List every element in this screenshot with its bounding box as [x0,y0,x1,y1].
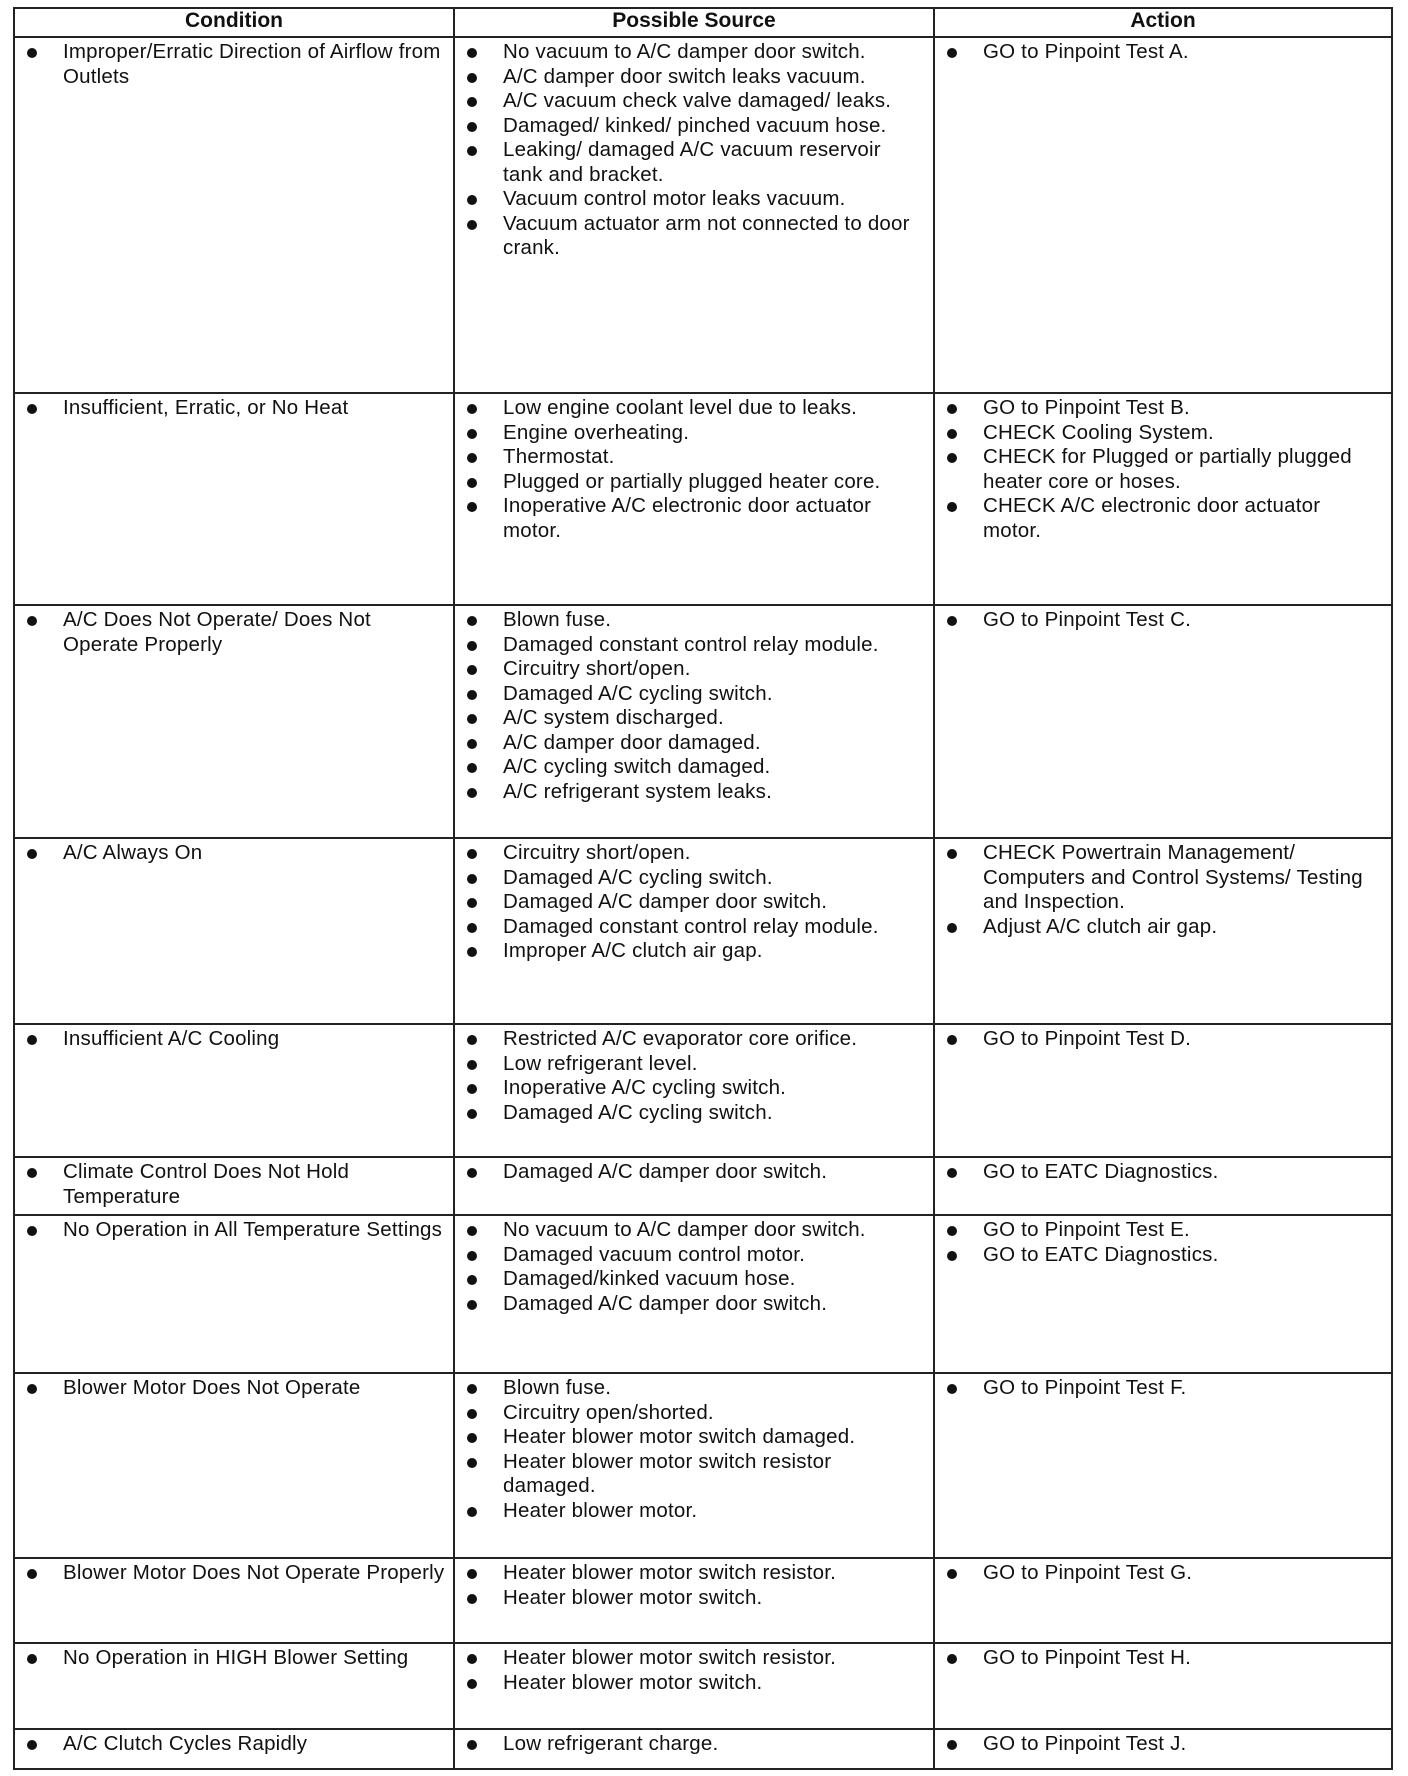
condition-item [23,1732,445,1757]
bullet-icon [467,690,477,700]
condition-item [23,396,445,421]
action-item [943,608,1383,633]
action-item [943,1561,1383,1586]
source-item [463,866,925,891]
source-item-text: Heater blower motor switch resistor. [503,1646,837,1669]
source-item [463,1376,925,1401]
source-list [463,608,925,804]
condition-cell [14,1373,454,1558]
condition-text: A/C Always On [63,841,203,864]
source-item-text: Improper A/C clutch air gap. [503,939,763,962]
bullet-icon [467,146,477,156]
source-item-text: No vacuum to A/C damper door switch. [503,1218,866,1241]
condition-list [23,396,445,421]
source-item [463,1499,925,1524]
table-row [14,838,1392,1024]
action-cell [934,605,1392,838]
action-list [943,1732,1383,1757]
bullet-icon [467,1458,477,1468]
source-list [463,1218,925,1316]
header-action: Action [934,8,1392,37]
source-item-text: Heater blower motor switch damaged. [503,1425,856,1448]
action-item [943,1646,1383,1671]
action-item [943,915,1383,940]
source-cell [454,1024,934,1157]
condition-text: Blower Motor Does Not Operate [63,1376,361,1399]
bullet-icon [467,898,477,908]
source-cell [454,1558,934,1643]
condition-cell [14,1024,454,1157]
source-list [463,1561,925,1610]
action-item [943,841,1383,915]
bullet-icon [467,1384,477,1394]
condition-cell [14,393,454,605]
source-list [463,1646,925,1695]
source-item-text: Restricted A/C evaporator core orifice. [503,1027,858,1050]
action-item-text: GO to Pinpoint Test H. [983,1646,1191,1669]
table-body [14,37,1392,1769]
source-item-text: Damaged A/C damper door switch. [503,1291,828,1315]
bullet-icon [27,1740,37,1750]
bullet-icon [947,923,957,933]
source-item [463,65,925,90]
source-item [463,755,925,780]
bullet-icon [947,1740,957,1750]
bullet-icon [27,1384,37,1394]
source-item-text: Heater blower motor. [503,1498,698,1522]
condition-cell [14,605,454,838]
source-item [463,1425,925,1450]
condition-text: A/C Clutch Cycles Rapidly [63,1732,308,1755]
action-item [943,40,1383,65]
condition-cell [14,1729,454,1769]
bullet-icon [947,616,957,626]
table-row [14,1373,1392,1558]
source-item-text: Plugged or partially plugged heater core. [503,469,881,493]
source-item [463,421,925,446]
source-list [463,841,925,964]
bullet-icon [27,1569,37,1579]
condition-item [23,1160,445,1209]
condition-list [23,1646,445,1671]
bullet-icon [467,220,477,230]
source-item [463,445,925,470]
bullet-icon [467,1251,477,1261]
action-cell [934,1558,1392,1643]
source-item-text: Heater blower motor switch. [503,1585,763,1609]
action-item-text: GO to Pinpoint Test E. [983,1218,1190,1241]
source-item-text: Damaged A/C cycling switch. [503,681,773,705]
action-item-text: GO to Pinpoint Test A. [983,40,1189,63]
bullet-icon [467,1679,477,1689]
bullet-icon [27,1654,37,1664]
source-item [463,841,925,866]
condition-cell [14,1643,454,1729]
source-item-text: Damaged A/C damper door switch. [503,1160,828,1183]
source-item-text: Inoperative A/C cycling switch. [503,1076,787,1099]
action-list [943,1646,1383,1671]
condition-list [23,1027,445,1052]
action-item [943,1218,1383,1243]
action-list [943,396,1383,543]
bullet-icon [467,429,477,439]
action-item-text: GO to Pinpoint Test B. [983,396,1190,419]
source-cell [454,37,934,393]
condition-text: Insufficient, Erratic, or No Heat [63,396,349,419]
bullet-icon [467,1569,477,1579]
bullet-icon [467,1654,477,1664]
source-item-text: Damaged constant control relay module. [503,914,879,938]
source-item [463,114,925,139]
source-item [463,633,925,658]
action-item-text: CHECK Cooling System. [983,420,1214,444]
condition-text: Improper/Erratic Direction of Airflow from Outlets [63,40,441,88]
source-item [463,1101,925,1126]
bullet-icon [467,1275,477,1285]
condition-item [23,1027,445,1052]
bullet-icon [947,1226,957,1236]
bullet-icon [467,788,477,798]
action-cell [934,1729,1392,1769]
source-item-text: Blown fuse. [503,608,612,631]
action-item-text: GO to Pinpoint Test C. [983,608,1191,631]
source-item [463,780,925,805]
bullet-icon [467,122,477,132]
source-item [463,396,925,421]
bullet-icon [947,849,957,859]
source-item-text: Thermostat. [503,445,615,468]
source-item-text: A/C damper door switch leaks vacuum. [503,64,866,88]
bullet-icon [467,874,477,884]
source-list [463,1732,925,1757]
action-item [943,1027,1383,1052]
source-item-text: A/C system discharged. [503,706,724,729]
source-item [463,1243,925,1268]
action-cell [934,1024,1392,1157]
bullet-icon [467,1226,477,1236]
bullet-icon [947,404,957,414]
source-cell [454,1373,934,1558]
action-list [943,40,1383,65]
bullet-icon [467,1109,477,1119]
source-item-text: Circuitry short/open. [503,841,691,864]
source-item-text: Damaged/kinked vacuum hose. [503,1267,796,1290]
bullet-icon [467,1168,477,1178]
source-item [463,1586,925,1611]
bullet-icon [27,404,37,414]
source-item-text: Circuitry open/shorted. [503,1400,714,1424]
source-item [463,915,925,940]
condition-cell [14,1157,454,1215]
condition-list [23,1218,445,1243]
source-cell [454,1215,934,1373]
source-item [463,1052,925,1077]
bullet-icon [467,1594,477,1604]
table-row [14,1643,1392,1729]
source-item-text: Low refrigerant level. [503,1051,698,1075]
condition-item [23,1561,445,1586]
bullet-icon [467,502,477,512]
source-item [463,494,925,543]
condition-cell [14,1558,454,1643]
table-row [14,37,1392,393]
action-item-text: GO to Pinpoint Test F. [983,1376,1187,1399]
condition-list [23,1732,445,1757]
table-row [14,1157,1392,1215]
source-item-text: A/C cycling switch damaged. [503,755,771,778]
action-item [943,1243,1383,1268]
source-item-text: A/C vacuum check valve damaged/ leaks. [503,89,892,112]
source-cell [454,838,934,1024]
bullet-icon [467,453,477,463]
action-item [943,396,1383,421]
source-item-text: A/C damper door damaged. [503,730,761,754]
bullet-icon [27,1226,37,1236]
table-row [14,1558,1392,1643]
condition-cell [14,838,454,1024]
source-list [463,40,925,261]
source-item-text: Damaged A/C cycling switch. [503,1100,773,1124]
source-item [463,1292,925,1317]
condition-item [23,1646,445,1671]
source-item-text: Leaking/ damaged A/C vacuum reservoir tank and bracket. [503,138,881,186]
source-item [463,187,925,212]
action-item [943,1160,1383,1185]
bullet-icon [467,195,477,205]
bullet-icon [467,849,477,859]
action-item-text: GO to EATC Diagnostics. [983,1160,1219,1183]
bullet-icon [467,1409,477,1419]
bullet-icon [467,48,477,58]
action-list [943,608,1383,633]
action-item-text: CHECK Powertrain Management/ Computers and Control Systems/ Testing and Inspection. [983,841,1363,913]
source-item [463,89,925,114]
condition-item [23,841,445,866]
source-cell [454,605,934,838]
bullet-icon [467,478,477,488]
condition-item [23,40,445,89]
bullet-icon [467,641,477,651]
table-row [14,1024,1392,1157]
header-condition: Condition [14,8,454,37]
table-row [14,1729,1392,1769]
bullet-icon [467,1507,477,1517]
table-row [14,605,1392,838]
bullet-icon [27,1035,37,1045]
condition-text: No Operation in All Temperature Settings [63,1218,443,1241]
table-row [14,1215,1392,1373]
source-item [463,706,925,731]
source-item [463,1401,925,1426]
action-item [943,421,1383,446]
condition-list [23,608,445,657]
source-item-text: Heater blower motor switch resistor. [503,1561,837,1584]
bullet-icon [467,404,477,414]
condition-text: A/C Does Not Operate/ Does Not Operate Properly [63,608,371,656]
source-item [463,657,925,682]
condition-list [23,1561,445,1586]
action-cell [934,1157,1392,1215]
source-item-text: Damaged A/C damper door switch. [503,890,828,913]
action-item-text: GO to Pinpoint Test D. [983,1027,1191,1050]
source-list [463,1160,925,1185]
action-cell [934,393,1392,605]
source-cell [454,1157,934,1215]
bullet-icon [467,714,477,724]
source-item [463,608,925,633]
bullet-icon [467,1740,477,1750]
source-item [463,939,925,964]
source-item [463,890,925,915]
header-row [14,8,1392,37]
bullet-icon [467,739,477,749]
bullet-icon [947,1384,957,1394]
action-item [943,494,1383,543]
source-list [463,1027,925,1125]
source-item [463,40,925,65]
condition-item [23,608,445,657]
source-item [463,1267,925,1292]
condition-cell [14,1215,454,1373]
action-item [943,445,1383,494]
action-list [943,1027,1383,1052]
source-cell [454,393,934,605]
source-item [463,1027,925,1052]
condition-text: Climate Control Does Not Hold Temperature [63,1160,350,1208]
source-item [463,1160,925,1185]
bullet-icon [467,1300,477,1310]
condition-item [23,1218,445,1243]
bullet-icon [467,923,477,933]
source-list [463,1376,925,1523]
condition-list [23,1160,445,1209]
source-item-text: No vacuum to A/C damper door switch. [503,40,866,63]
action-item-text: GO to EATC Diagnostics. [983,1242,1219,1266]
action-cell [934,37,1392,393]
bullet-icon [467,616,477,626]
source-item [463,1561,925,1586]
source-item-text: Blown fuse. [503,1376,612,1399]
source-item [463,1732,925,1757]
source-item [463,1646,925,1671]
header-possible-source: Possible Source [454,8,934,37]
condition-cell [14,37,454,393]
bullet-icon [27,48,37,58]
action-item [943,1376,1383,1401]
source-item-text: Inoperative A/C electronic door actuator motor. [503,494,872,542]
source-item [463,470,925,495]
bullet-icon [27,1168,37,1178]
source-cell [454,1643,934,1729]
action-list [943,1160,1383,1185]
source-item-text: Damaged constant control relay module. [503,632,879,656]
bullet-icon [947,429,957,439]
condition-list [23,40,445,89]
source-item [463,731,925,756]
source-item-text: Low refrigerant charge. [503,1732,719,1755]
source-item [463,212,925,261]
condition-item [23,1376,445,1401]
bullet-icon [467,1433,477,1443]
bullet-icon [467,947,477,957]
action-cell [934,1215,1392,1373]
source-cell [454,1729,934,1769]
condition-text: Blower Motor Does Not Operate Properly [63,1561,445,1584]
source-item [463,1450,925,1499]
action-item-text: Adjust A/C clutch air gap. [983,914,1218,938]
source-item-text: Engine overheating. [503,420,690,444]
condition-list [23,1376,445,1401]
bullet-icon [467,1035,477,1045]
action-item-text: GO to Pinpoint Test J. [983,1732,1187,1755]
bullet-icon [27,849,37,859]
action-item [943,1732,1383,1757]
action-list [943,1376,1383,1401]
action-item-text: CHECK A/C electronic door actuator motor. [983,494,1321,542]
bullet-icon [947,502,957,512]
table-row [14,393,1392,605]
bullet-icon [467,1060,477,1070]
bullet-icon [467,665,477,675]
action-cell [934,1643,1392,1729]
source-item-text: Damaged vacuum control motor. [503,1242,806,1266]
action-list [943,1561,1383,1586]
source-item-text: Vacuum control motor leaks vacuum. [503,187,846,210]
condition-text: Insufficient A/C Cooling [63,1027,280,1050]
bullet-icon [947,1654,957,1664]
bullet-icon [467,1084,477,1094]
bullet-icon [467,763,477,773]
source-item-text: Heater blower motor switch resistor damaged. [503,1449,832,1497]
action-item-text: CHECK for Plugged or partially plugged heater core or hoses. [983,445,1352,493]
action-item-text: GO to Pinpoint Test G. [983,1561,1193,1584]
condition-text: No Operation in HIGH Blower Setting [63,1646,409,1669]
source-list [463,396,925,543]
source-item-text: Heater blower motor switch. [503,1670,763,1694]
source-item-text: Low engine coolant level due to leaks. [503,396,858,419]
bullet-icon [947,1035,957,1045]
condition-list [23,841,445,866]
action-list [943,841,1383,939]
bullet-icon [947,48,957,58]
source-item-text: Circuitry short/open. [503,657,691,680]
action-list [943,1218,1383,1267]
bullet-icon [947,1569,957,1579]
source-item [463,1218,925,1243]
source-item [463,138,925,187]
action-cell [934,1373,1392,1558]
bullet-icon [947,453,957,463]
source-item [463,682,925,707]
source-item [463,1076,925,1101]
action-cell [934,838,1392,1024]
source-item-text: Vacuum actuator arm not connected to door crank. [503,211,910,259]
source-item-text: Damaged A/C cycling switch. [503,865,773,889]
diagnosis-table [13,7,1393,1770]
source-item-text: Damaged/ kinked/ pinched vacuum hose. [503,113,887,137]
bullet-icon [27,616,37,626]
source-item [463,1671,925,1696]
bullet-icon [947,1251,957,1261]
bullet-icon [947,1168,957,1178]
bullet-icon [467,73,477,83]
bullet-icon [467,97,477,107]
source-item-text: A/C refrigerant system leaks. [503,779,772,803]
